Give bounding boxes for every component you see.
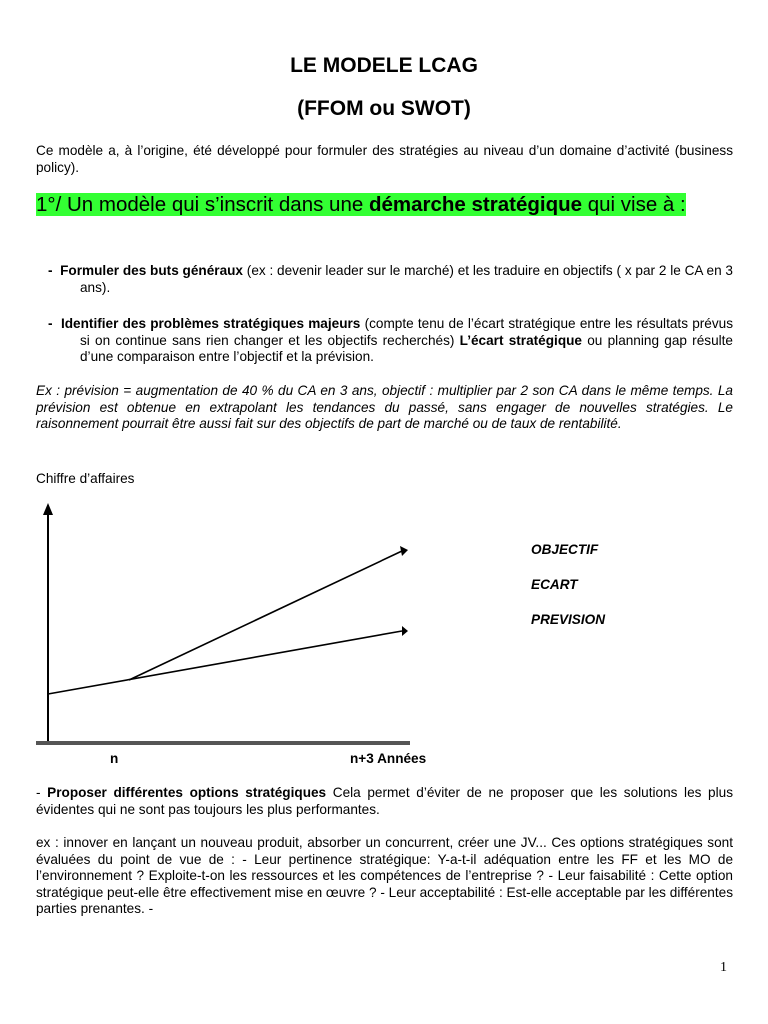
ecart-label: ECART <box>531 577 578 592</box>
section-heading-part1: 1°/ Un modèle qui s’inscrit dans une <box>36 193 369 216</box>
objectif-line <box>129 551 402 680</box>
bullet-text: (ex : devenir leader sur le marché) et les traduire en objectifs ( x par 2 le CA en 3 ans). <box>80 263 733 295</box>
example-paragraph: Ex : prévision = augmentation de 40 % du CA en 3 ans, objectif : multiplier par 2 son CA dans le même temps. La prévision est obtenue en extrapolant les tendances du passé, sans engager de nouvelles stratégies. Le raisonnement pourrait être aussi fait sur des objectifs de part de marché ou de taux de rentabilité. <box>36 383 733 431</box>
intro-paragraph: Ce modèle a, à l’origine, été développé pour formuler des stratégies au niveau d’un domaine d’activité (business policy). <box>36 143 733 175</box>
bullet-text-2: ou planning gap résulte d’une comparaison entre l’objectif et la prévision. <box>80 332 733 364</box>
options-dash: - <box>36 785 48 800</box>
section-heading-part2: qui vise à : <box>582 193 686 216</box>
x-axis-start-label: n <box>110 751 119 766</box>
x-axis-end-label: n+3 Années <box>350 751 427 766</box>
bullet-dash: - <box>48 263 53 278</box>
page-subtitle: (FFOM ou SWOT) <box>297 97 471 120</box>
bullet-bold: Identifier des problèmes stratégiques majeurs <box>60 316 361 331</box>
bullet-bold-2: L’écart stratégique <box>459 332 582 348</box>
prevision-arrowhead <box>402 626 408 636</box>
bullet-text: (compte tenu de l’écart stratégique entre les résultats prévus si on continue sans rien changer et les objectifs recherchés) <box>80 316 733 348</box>
prevision-label: PREVISION <box>531 612 606 627</box>
section-heading <box>36 193 733 217</box>
bullet-item <box>48 316 733 366</box>
options-paragraph <box>36 785 733 818</box>
objectif-arrowhead <box>400 546 408 556</box>
section-heading-bold: démarche stratégique <box>368 193 583 216</box>
bullet-bold: Formuler des buts généraux <box>60 263 243 278</box>
bullet-item <box>48 263 733 296</box>
prevision-line <box>48 631 402 694</box>
options-bold: Proposer différentes options stratégiques <box>47 785 327 800</box>
planning-gap-diagram <box>0 495 768 755</box>
page-number: 1 <box>720 960 727 975</box>
y-axis-label: Chiffre d’affaires <box>36 471 135 486</box>
bullet-dash: - <box>48 316 53 331</box>
options-text: Cela permet d’éviter de ne proposer que les solutions les plus évidentes qui ne sont pas toujours les plus performantes. <box>36 785 733 817</box>
y-axis-arrowhead <box>43 503 53 515</box>
objectif-label: OBJECTIF <box>531 542 599 557</box>
section-heading-highlight <box>36 193 686 216</box>
page-title: LE MODELE LCAG <box>290 54 478 77</box>
options-detail-paragraph: ex : innover en lançant un nouveau produit, absorber un concurrent, créer une JV... Ces options stratégiques sont évaluées du point de vue de : - Leur pertinence stratégique: Y-a-t-il adéquation entre les FF et les MO de l’environnement ? Exploite-t-on les ressources et les compétences de l’entreprise ? - Leur faisabilité : Cette option stratégique peut-elle être effectivement mise en œuvre ? - Leur acceptabilité : Est-elle acceptable par les différentes parties prenantes. - <box>36 835 733 916</box>
